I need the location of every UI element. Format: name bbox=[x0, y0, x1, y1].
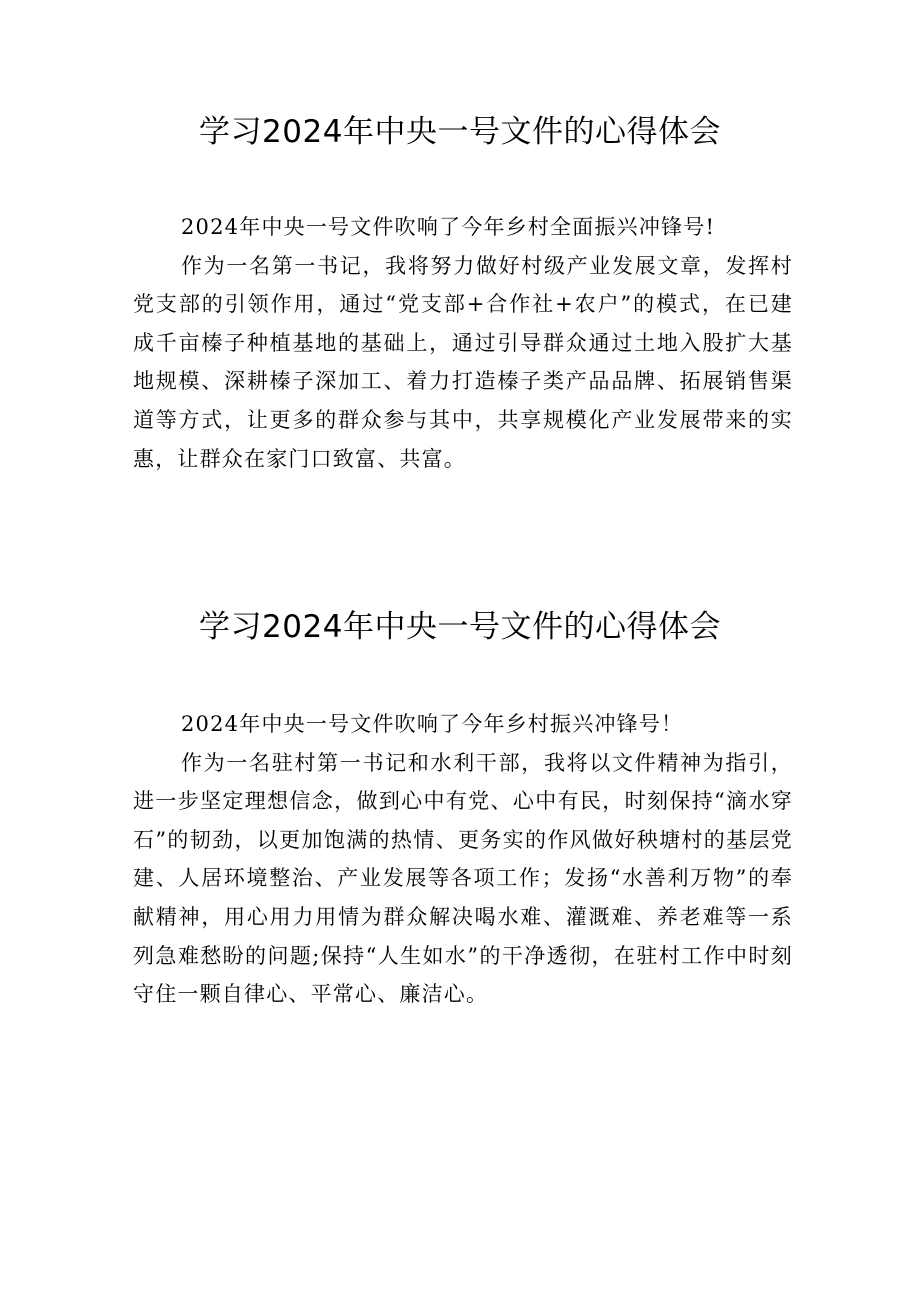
section-2-paragraph-1: 2024年中央一号文件吹响了今年乡村振兴冲锋号！ bbox=[181, 712, 684, 736]
section-2-body bbox=[133, 705, 793, 1014]
section-2-paragraph-2: 作为一名驻村第一书记和水利干部，我将以文件精神为指引，进一步坚定理想信念，做到心中有党、心中有民，时刻保持“滴水穿石”的韧劲，以更加饱满的热情、更务实的作风做好秧塘村的基层党建、人居环境整治、产业发展等各项工作；发扬“水善利万物”的奉献精神，用心用力用情为群众解决喝水难、灌溉难、养老难等一系列急难愁盼的问题;保持“人生如水”的干净透彻，在驻村工作中时刻守住一颗自律心、平常心、廉洁心。 bbox=[133, 750, 793, 1007]
section-1-paragraph-2: 作为一名第一书记，我将努力做好村级产业发展文章，发挥村党支部的引领作用，通过“党支部+合作社+农户”的模式，在已建成千亩榛子种植基地的基础上，通过引导群众通过土地入股扩大基地规模、深耕榛子深加工、着力打造榛子类产品品牌、拓展销售渠道等方式，让更多的群众参与其中，共享规模化产业发展带来的实惠，让群众在家门口致富、共富。 bbox=[133, 253, 793, 471]
section-1-body bbox=[133, 208, 793, 478]
section-1-paragraph-1: 2024年中央一号文件吹响了今年乡村全面振兴冲锋号! bbox=[181, 215, 716, 239]
section-2-title: 学习2024年中央一号文件的心得体会 bbox=[199, 609, 721, 645]
section-1-title: 学习2024年中央一号文件的心得体会 bbox=[199, 114, 721, 150]
